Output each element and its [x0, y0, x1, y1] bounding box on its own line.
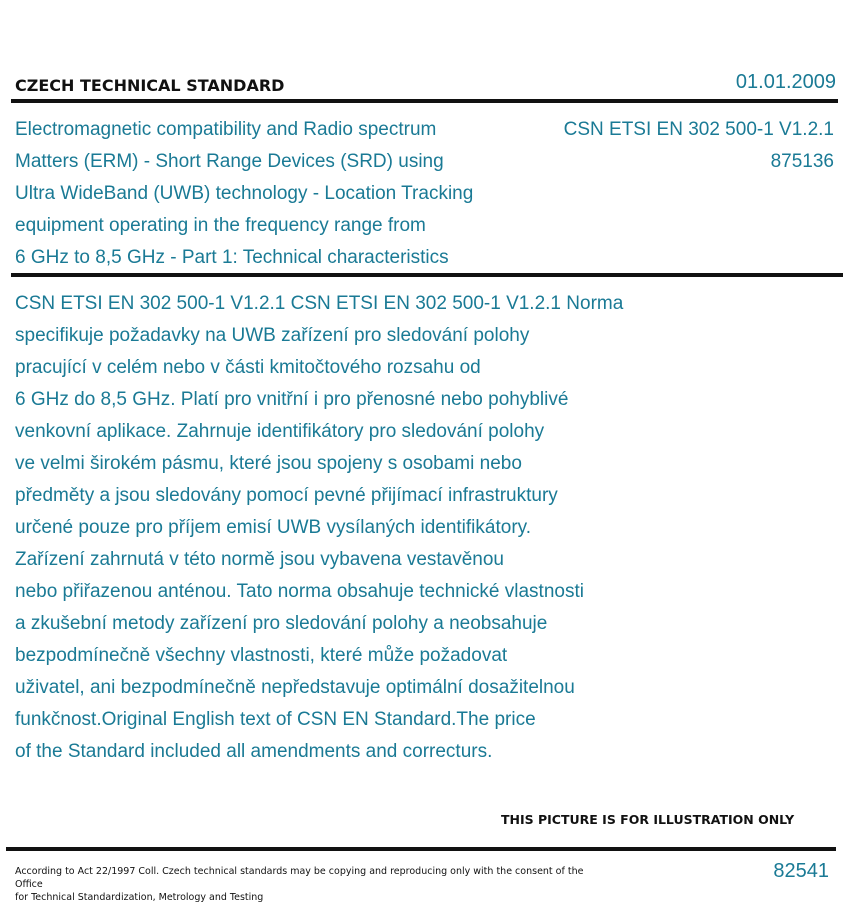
abstract-line: uživatel, ani bezpodmínečně nepředstavuje optimální dosažitelnou	[15, 677, 575, 698]
abstract-line: ve velmi širokém pásmu, které jsou spojeny s osobami nebo	[15, 453, 522, 474]
standard-code: CSN ETSI EN 302 500-1 V1.2.1	[563, 119, 834, 140]
standard-title	[15, 114, 535, 274]
legal-line: for Technical Standardization, Metrology and Testing	[15, 892, 264, 903]
title-divider	[11, 273, 843, 277]
abstract-line: předměty a jsou sledovány pomocí pevné přijímací infrastruktury	[15, 485, 558, 506]
footer-divider	[6, 847, 836, 851]
catalog-number: 875136	[770, 151, 834, 172]
abstract-text	[15, 288, 735, 768]
abstract-line: venkovní aplikace. Zahrnuje identifikátory pro sledování polohy	[15, 421, 545, 442]
document-date: 01.01.2009	[735, 71, 836, 93]
illustration-notice: THIS PICTURE IS FOR ILLUSTRATION ONLY	[501, 812, 795, 827]
abstract-line: bezpodmínečně všechny vlastnosti, které může požadovat	[15, 645, 508, 666]
document-type-label: CZECH TECHNICAL STANDARD	[15, 76, 285, 95]
title-line: Ultra WideBand (UWB) technology - Location Tracking	[15, 183, 474, 204]
abstract-line: funkčnost.Original English text of CSN EN Standard.The price	[15, 709, 536, 730]
abstract-line: Zařízení zahrnutá v této normě jsou vybavena vestavěnou	[15, 549, 504, 570]
abstract-line: 6 GHz do 8,5 GHz. Platí pro vnitřní i pro přenosné nebo pohyblivé	[15, 389, 569, 410]
standard-identifiers	[564, 114, 834, 178]
abstract-line: nebo přiřazenou anténou. Tato norma obsahuje technické vlastnosti	[15, 581, 584, 602]
title-line: equipment operating in the frequency range from	[15, 215, 426, 236]
abstract-line: CSN ETSI EN 302 500-1 V1.2.1 CSN ETSI EN 302 500-1 V1.2.1 Norma	[15, 293, 624, 314]
abstract-line: of the Standard included all amendments and correcturs.	[15, 741, 493, 762]
title-line: 6 GHz to 8,5 GHz - Part 1: Technical characteristics	[15, 247, 449, 268]
abstract-line: a zkušební metody zařízení pro sledování polohy a neobsahuje	[15, 613, 548, 634]
abstract-line: specifikuje požadavky na UWB zařízení pro sledování polohy	[15, 325, 530, 346]
legal-notice	[15, 865, 595, 904]
abstract-line: pracující v celém nebo v části kmitočtového rozsahu od	[15, 357, 481, 378]
title-line: Matters (ERM) - Short Range Devices (SRD) using	[15, 151, 444, 172]
title-line: Electromagnetic compatibility and Radio spectrum	[15, 119, 437, 140]
document-number: 82541	[773, 860, 829, 882]
header-divider	[11, 99, 838, 103]
abstract-line: určené pouze pro příjem emisí UWB vysílaných identifikátory.	[15, 517, 532, 538]
legal-line: According to Act 22/1997 Coll. Czech technical standards may be copying and reproducing only with the consent of the Office	[15, 866, 584, 890]
